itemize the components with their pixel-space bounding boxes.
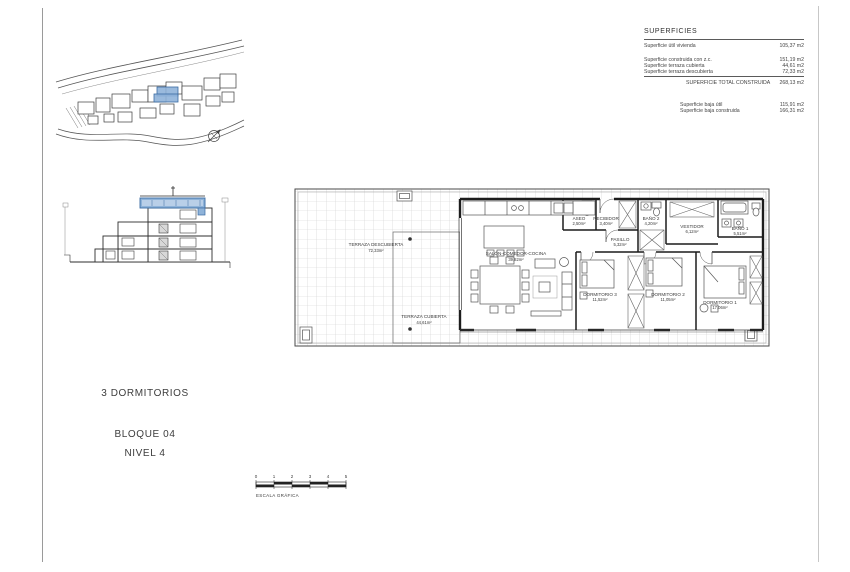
total-label: SUPERFICIE TOTAL CONSTRUIDA [686,80,771,86]
room-area: 3,40m² [599,221,613,226]
row-value: 44,61 m2 [782,63,804,69]
row-label: Superficie baja útil [680,102,723,108]
tick-label: 1 [272,474,276,479]
table-row-total [644,80,804,86]
room-name: SALÓN-COMEDOR-COCINA [485,251,547,256]
row-label: Superficie construida con z.c. [644,57,712,63]
compass-icon [208,130,220,142]
superficies-divider [644,76,804,77]
room-area: 11,05m² [660,297,676,302]
row-value: 166,31 m2 [779,108,804,114]
room-name: TERRAZA CUBIERTA [401,314,447,319]
room-area: 17,06m² [712,305,728,310]
unit-type-label: 3 DORMITORIOS [101,388,189,399]
floor-plan [288,182,780,358]
spacer [644,86,804,94]
room-name: DORMITORIO 2 [651,292,685,297]
row-value: 105,37 m2 [779,43,804,49]
room-name: TERRAZA DESCUBIERTA [348,242,404,247]
superficies-title: SUPERFICIES [644,28,698,35]
block-label: BLOQUE 04 [114,429,176,440]
row-label: Superficie útil vivienda [644,43,696,49]
row-value: 115,91 m2 [779,102,804,108]
table-row [644,69,804,75]
room-area: 4,20m² [644,221,658,226]
roof-antenna [140,186,205,196]
room-name: DORMITORIO 1 [703,300,737,305]
room-name: VESTIDOR [680,224,704,229]
building-section [62,172,237,272]
spacer [644,94,804,102]
scale-bar-caption: ESCALA GRÁFICA [256,493,299,498]
room-name: DORMITORIO 3 [583,292,617,297]
tick-label: 3 [308,474,312,479]
level-label: NIVEL 4 [124,448,166,459]
room-area: 5,51m² [733,231,747,236]
room-name: RECIBIDOR [593,216,619,221]
left-border-rule [42,8,43,562]
right-border-rule [818,6,819,562]
room-name: BAÑO 2 [642,216,660,221]
scale-bar [250,468,360,504]
tick-label: 2 [290,474,294,479]
row-label: Superficie terraza descubierta [644,69,713,75]
site-plan [48,30,248,152]
room-name: ASEO [572,216,586,221]
row-value: 151,19 m2 [779,57,804,63]
room-name: BAÑO 1 [731,226,749,231]
tick-label: 0 [254,474,258,479]
row-label: Superficie terraza cubierta [644,63,705,69]
room-area: 39,82m² [508,257,524,262]
table-row [644,108,804,114]
room-area: 44,61m² [416,320,432,325]
spacer [644,49,804,57]
room-name: PASILLO [610,237,630,242]
highlighted-block [154,87,178,102]
superficies-table [644,28,804,114]
room-area: 72,33m² [368,248,384,253]
room-area: 2,50m² [572,221,586,226]
scale-bar-segments [256,480,346,489]
total-value: 268,13 m2 [779,80,804,86]
room-area: 11,52m² [592,297,608,302]
row-value: 72,33 m2 [782,69,804,75]
scale-bar-numbers [255,474,348,479]
superficies-divider [644,39,804,40]
room-area: 6,12m² [685,229,699,234]
tick-label: 4 [326,474,330,479]
tick-label: 5 [344,474,348,479]
row-label: Superficie baja construida [680,108,740,114]
room-area: 5,32m² [613,242,627,247]
